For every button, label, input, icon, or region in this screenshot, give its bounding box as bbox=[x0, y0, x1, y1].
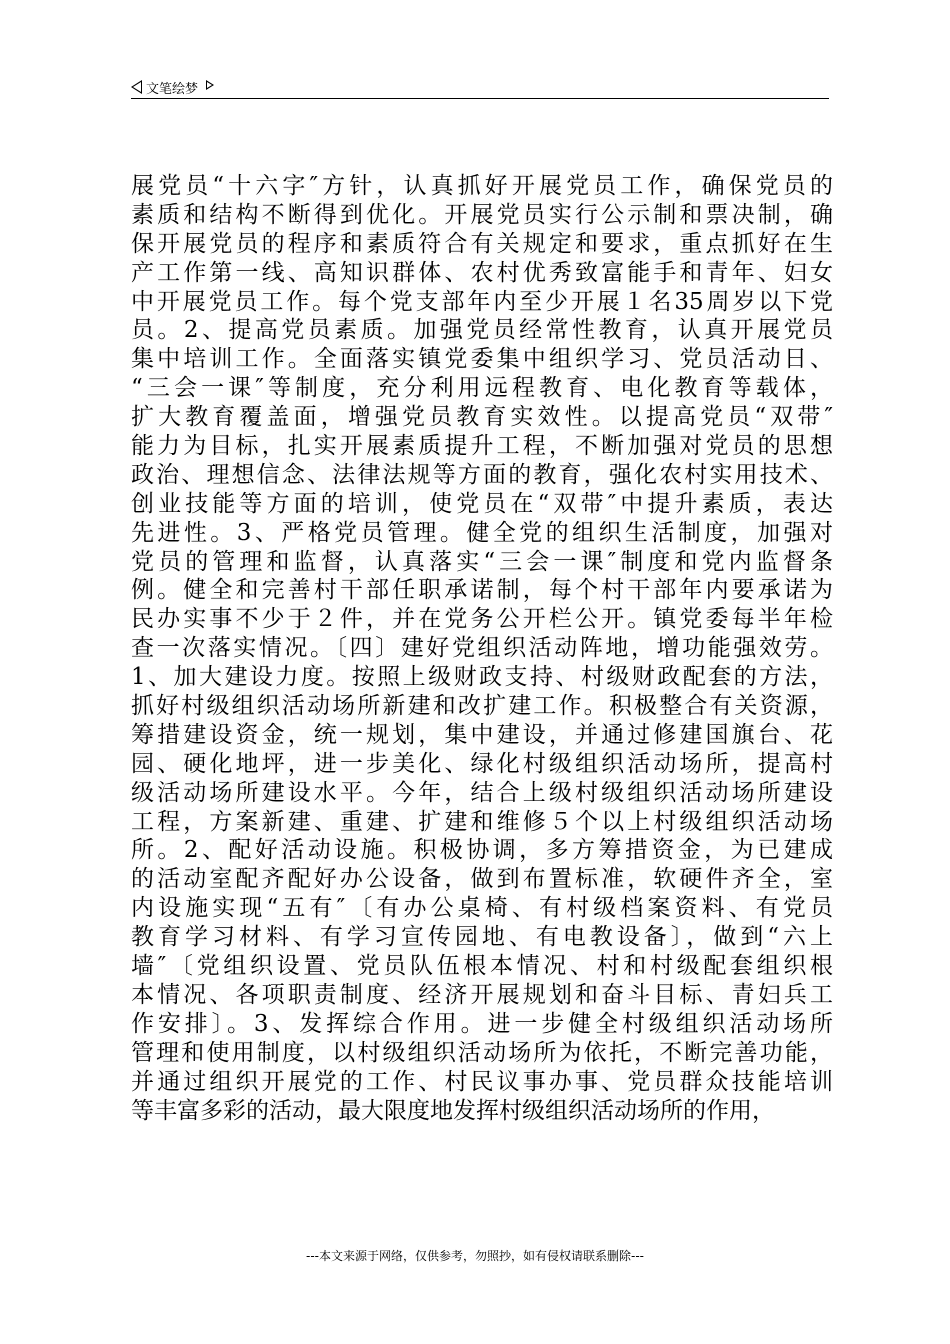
body-text-line: 党员的管理和监督，认真落实“三会一课″制度和党内监督条 bbox=[131, 548, 833, 575]
body-text-line: 展党员“十六字″方针，认真抓好开展党员工作，确保党员的 bbox=[131, 173, 833, 199]
header-divider bbox=[131, 98, 829, 99]
body-text-line: 所。2、配好活动设施。积极协调，多方筹措资金，为已建成 bbox=[131, 837, 833, 864]
page-header bbox=[131, 76, 829, 98]
body-text-line: 管理和使用制度，以村级组织活动场所为依托，不断完善功能， bbox=[131, 1039, 833, 1066]
body-text-line: 先进性。3、严格党员管理。健全党的组织生活制度，加强对 bbox=[131, 519, 833, 546]
body-text-line: 中开展党员工作。每个党支部年内至少开展１名35周岁以下党 bbox=[131, 288, 833, 315]
body-text-line: 教育学习材料、有学习宣传园地、有电教设备〕，做到“六上 bbox=[131, 924, 833, 951]
body-text-line: 并通过组织开展党的工作、村民议事办事、党员群众技能培训 bbox=[131, 1068, 833, 1095]
body-text-line: 级活动场所建设水平。今年，结合上级村级组织活动场所建设 bbox=[131, 779, 833, 806]
body-text-line: 墙″〔党组织设置、党员队伍根本情况、村和村级配套组织根 bbox=[131, 953, 833, 980]
body-text-line: 工程，方案新建、重建、扩建和维修５个以上村级组织活动场 bbox=[131, 808, 833, 835]
body-text-line: 内设施实现“五有″〔有办公桌椅、有村级档案资料、有党员 bbox=[131, 895, 833, 922]
body-text-line: 本情况、各项职责制度、经济开展规划和奋斗目标、青妇兵工 bbox=[131, 981, 833, 1008]
body-text-line: 园、硬化地坪，进一步美化、绿化村级组织活动场所，提高村 bbox=[131, 750, 833, 777]
body-text-line: 的活动室配齐配好办公设备，做到布置标准，软硬件齐全，室 bbox=[131, 866, 833, 893]
body-text-line: 员。2、提高党员素质。加强党员经常性教育，认真开展党员 bbox=[131, 317, 833, 344]
triangle-left-icon bbox=[131, 80, 142, 94]
body-text-line: 1、加大建设力度。按照上级财政支持、村级财政配套的方法， bbox=[131, 664, 833, 691]
header-brand: 文笔绘梦 bbox=[146, 81, 199, 97]
body-text-line: 民办实事不少于２件，并在党务公开栏公开。镇党委每半年检 bbox=[131, 606, 833, 633]
body-text-line: 产工作第一线、高知识群体、农村优秀致富能手和青年、妇女 bbox=[131, 259, 833, 286]
body-text-line: 政治、理想信念、法律法规等方面的教育，强化农村实用技术、 bbox=[131, 461, 833, 488]
body-text-line: 保开展党员的程序和素质符合有关规定和要求，重点抓好在生 bbox=[131, 230, 833, 257]
triangle-right-icon bbox=[206, 80, 214, 90]
document-body bbox=[131, 172, 833, 1125]
page-footer: ---本文来源于网络，仅供参考，勿照抄，如有侵权请联系删除--- bbox=[306, 1249, 644, 1263]
body-text-line: 集中培训工作。全面落实镇党委集中组织学习、党员活动日、 bbox=[131, 346, 833, 373]
body-text-line: 扩大教育覆盖面，增强党员教育实效性。以提高党员“双带″ bbox=[131, 404, 833, 431]
body-text-line: 素质和结构不断得到优化。开展党员实行公示制和票决制，确 bbox=[131, 201, 833, 228]
body-text-line: 作安排〕。3、发挥综合作用。进一步健全村级组织活动场所 bbox=[131, 1010, 833, 1037]
body-text-line: 查一次落实情况。〔四〕建好党组织活动阵地，增功能强效劳。 bbox=[131, 635, 833, 662]
body-text-line: 能力为目标，扎实开展素质提升工程，不断加强对党员的思想 bbox=[131, 433, 833, 460]
body-text-line: 筹措建设资金，统一规划，集中建设，并通过修建国旗台、花 bbox=[131, 721, 833, 748]
body-text-line: 等丰富多彩的活动，最大限度地发挥村级组织活动场所的作用， bbox=[131, 1097, 775, 1124]
body-text-line: 例。健全和完善村干部任职承诺制，每个村干部年内要承诺为 bbox=[131, 577, 833, 604]
body-text-line: 创业技能等方面的培训，使党员在“双带″中提升素质，表达 bbox=[131, 490, 833, 517]
body-text-line: 抓好村级组织活动场所新建和改扩建工作。积极整合有关资源， bbox=[131, 693, 833, 720]
body-text-line: “三会一课″等制度，充分利用远程教育、电化教育等载体， bbox=[131, 375, 833, 402]
